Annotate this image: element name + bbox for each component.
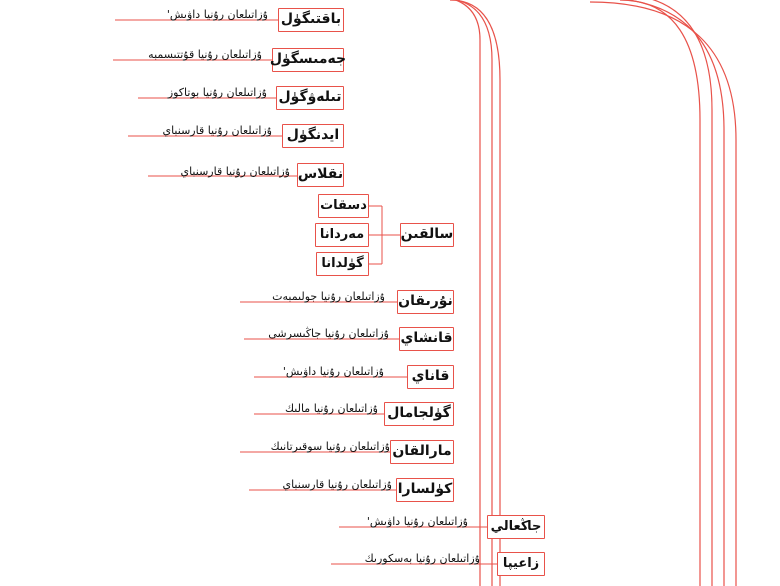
leaf-label — [250, 479, 392, 490]
node-label: گۈلجامال — [387, 405, 451, 421]
node-qanshay[interactable] — [399, 327, 454, 351]
node-guljamal[interactable] — [384, 402, 454, 426]
leaf-label — [340, 516, 468, 527]
node-label: ايدنگۈل — [286, 127, 340, 143]
node-label: جەمىسگۈل — [269, 51, 347, 67]
node-zagypa[interactable] — [497, 552, 545, 576]
node-maralqan[interactable] — [390, 440, 454, 464]
leaf-label — [256, 403, 378, 414]
node-nqlas[interactable] — [297, 163, 344, 187]
node-label: دسقات — [320, 197, 367, 213]
leaf-label — [130, 125, 272, 136]
node-label: مەردانا — [319, 226, 365, 242]
node-label: تىلەۋگۈل — [278, 89, 342, 105]
leaf-label — [140, 9, 268, 20]
node-qanay[interactable] — [407, 365, 454, 389]
node-label: نۇرىقان — [398, 293, 453, 309]
leaf-label — [245, 328, 389, 339]
leaf-label-text: ۇزاتىلعان رۇنيا سوقىرتانىك — [270, 440, 390, 453]
leaf-label-text: ۇزاتىلعان رۇنيا داۋىش' — [282, 365, 384, 378]
leaf-label — [139, 87, 267, 98]
node-label: مارالقان — [392, 443, 452, 459]
leaf-label — [148, 166, 290, 177]
node-label: باقتىگۈل — [280, 11, 342, 27]
leaf-label-text: ۇزاتىلعان رۇنيا بەسكورىك — [364, 552, 480, 565]
leaf-label-text: ۇزاتىلعان رۇنيا جولىمبەت — [272, 290, 385, 303]
node-kulsara[interactable] — [396, 478, 454, 502]
leaf-label-text: ۇزاتىلعان رۇنيا قارسنباي — [162, 124, 272, 137]
leaf-label-text: ۇزاتىلعان رۇنيا قارسنباي — [282, 478, 392, 491]
node-label: زاعيپا — [502, 555, 540, 571]
node-aydyngul[interactable] — [282, 124, 344, 148]
leaf-label — [241, 291, 385, 302]
leaf-label-text: ۇزاتىلعان رۇنيا قارسنباي — [180, 165, 290, 178]
node-jemisgul[interactable] — [269, 48, 347, 72]
node-label: نقلاس — [297, 166, 344, 182]
node-label: سالقىن — [400, 226, 454, 242]
node-dsqat[interactable] — [318, 194, 369, 218]
leaf-label — [256, 366, 384, 377]
node-guldana[interactable] — [316, 252, 369, 276]
node-label: جاڭعالي — [490, 518, 542, 534]
node-label: كۈلسارا — [397, 481, 453, 497]
leaf-label-text: ۇزاتىلعان رۇنيا داۋىش' — [166, 8, 268, 21]
node-label: قاناي — [411, 368, 450, 384]
leaf-label-text: ۇزاتىلعان رۇنيا جاڭىسرشى — [268, 327, 389, 340]
node-merdana[interactable] — [315, 223, 369, 247]
node-jangali[interactable] — [487, 515, 545, 539]
node-baqtigul[interactable] — [278, 8, 344, 32]
leaf-label — [117, 49, 262, 60]
node-salqyn[interactable] — [400, 223, 454, 247]
node-label: گۈلدانا — [321, 255, 364, 271]
leaf-label-text: ۇزاتىلعان رۇنيا بوتاكوز — [167, 86, 267, 99]
leaf-label — [241, 441, 390, 452]
node-nuriqan[interactable] — [397, 290, 454, 314]
node-tilewgul[interactable] — [276, 86, 344, 110]
leaf-label-text: ۇزاتىلعان رۇنيا قۇتتىسمبە — [148, 48, 262, 61]
leaf-label-text: ۇزاتىلعان رۇنيا داۋىش' — [366, 515, 468, 528]
leaf-label-text: ۇزاتىلعان رۇنيا مالىك — [285, 402, 378, 415]
leaf-label — [332, 553, 480, 564]
node-label: قانشاي — [400, 330, 453, 346]
